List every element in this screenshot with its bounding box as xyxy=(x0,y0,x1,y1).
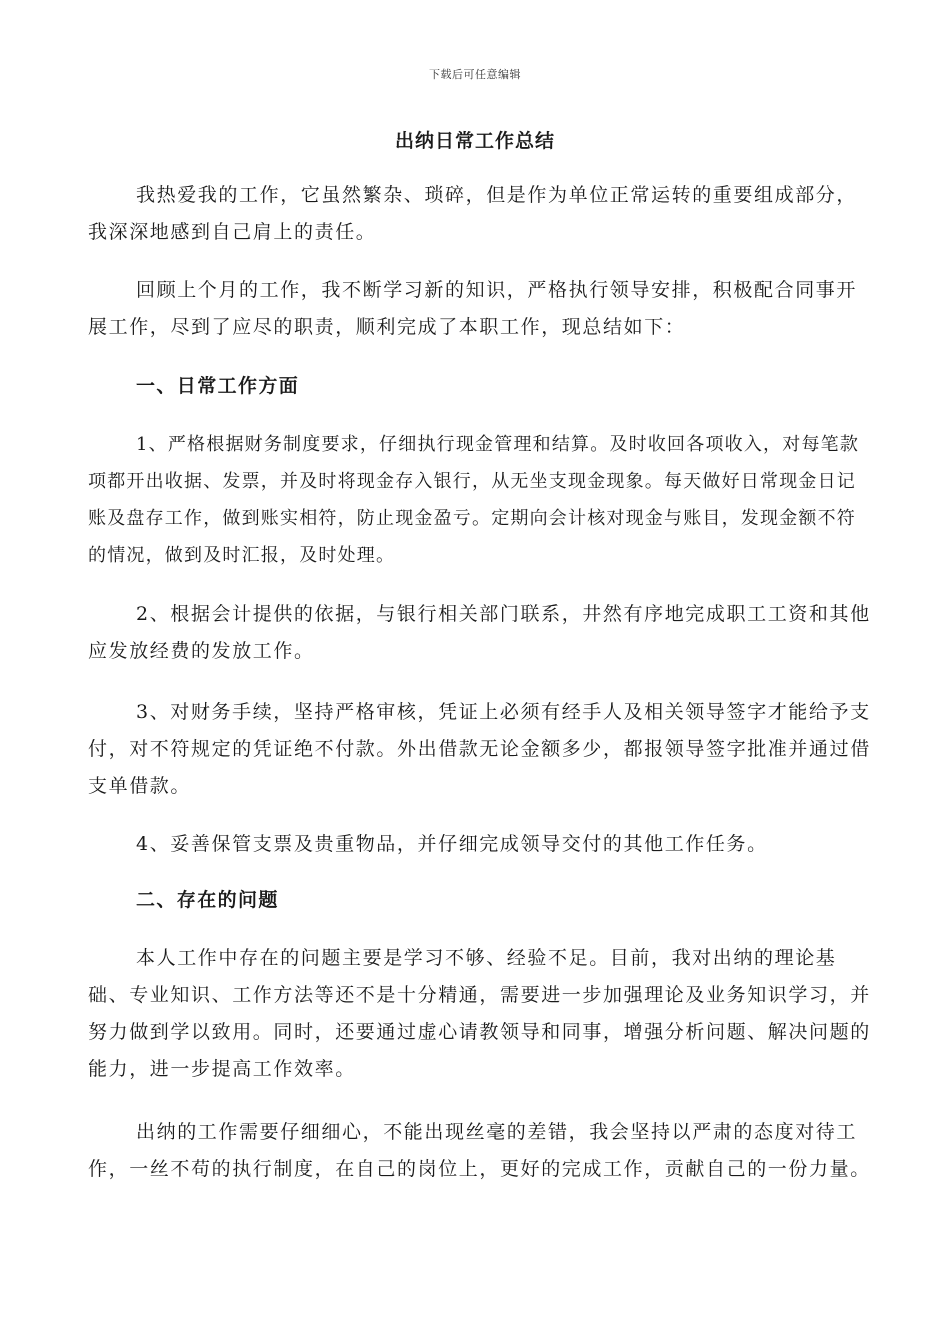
paragraph-problems: 本人工作中存在的问题主要是学习不够、经验不足。目前，我对出纳的理论基础、专业知识、工作方法等还不是十分精通，需要进一步加强理论及业务知识学习，并努力做到学以致用。同时，还要通过虚心请教领导和同事，增强分析问题、解决问题的能力，进一步提高工作效率。 xyxy=(88,947,871,1080)
paragraph-intro-2: 回顾上个月的工作，我不断学习新的知识，严格执行领导安排，积极配合同事开展工作，尽到了应尽的职责，顺利完成了本职工作，现总结如下： xyxy=(88,279,858,338)
paragraph-item-2: 2、根据会计提供的依据，与银行相关部门联系，井然有序地完成职工工资和其他应发放经费的发放工作。 xyxy=(88,603,871,662)
document-title: 出纳日常工作总结 xyxy=(394,130,555,152)
paragraph-item-3: 3、对财务手续，坚持严格审核，凭证上必须有经手人及相关领导签字才能给予支付，对不符规定的凭证绝不付款。外出借款无论金额多少，都报领导签字批准并通过借支单借款。 xyxy=(88,701,871,797)
paragraph-closing: 出纳的工作需要仔细细心，不能出现丝毫的差错，我会坚持以严肃的态度对待工作，一丝不苟的执行制度，在自己的岗位上，更好的完成工作，贡献自己的一份力量。 xyxy=(88,1121,871,1180)
paragraph-item-4: 4、妥善保管支票及贵重物品，并仔细完成领导交付的其他工作任务。 xyxy=(136,833,768,855)
header-note: 下载后可任意编辑 xyxy=(429,68,521,81)
section-heading-problems: 二、存在的问题 xyxy=(136,889,279,911)
section-heading-daily-work: 一、日常工作方面 xyxy=(136,375,300,397)
paragraph-intro-1: 我热爱我的工作，它虽然繁杂、琐碎，但是作为单位正常运转的重要组成部分，我深深地感到自己肩上的责任。 xyxy=(88,184,858,243)
paragraph-item-1: 1、严格根据财务制度要求，仔细执行现金管理和结算。及时收回各项收入，对每笔款项都开出收据、发票，并及时将现金存入银行，从无坐支现金现象。每天做好日常现金日记账及盘存工作，做到账实相符，防止现金盈亏。定期向会计核对现金与账目，发现金额不符的情况，做到及时汇报，及时处理。 xyxy=(88,434,860,566)
